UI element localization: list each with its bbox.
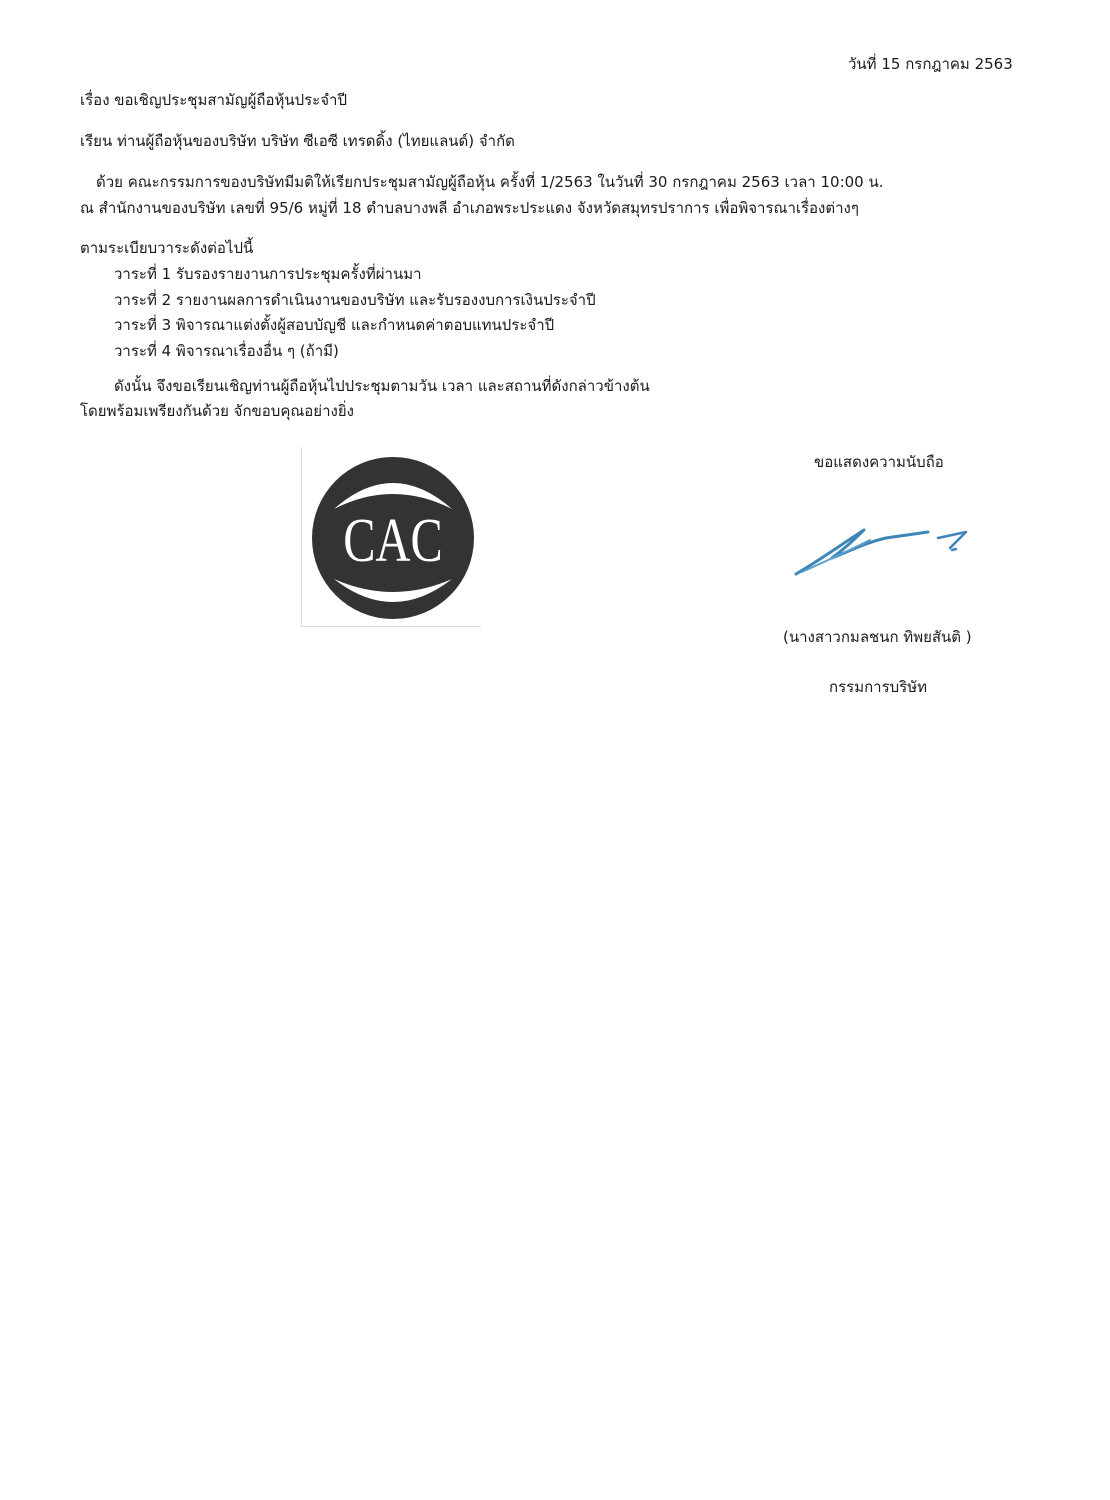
agenda-item-3: วาระที่ 3 พิจารณาแต่งตั้งผู้สอบบัญชี และกำหนดค่าตอบแทนประจำปี [114, 316, 555, 334]
signer-name: (นางสาวกมลชนก ทิพยสันติ ) [783, 628, 972, 646]
closing-line-1: ดังนั้น จึงขอเรียนเชิญท่านผู้ถือหุ้นไปประชุมตามวัน เวลา และสถานที่ดังกล่าวข้างต้น [114, 377, 650, 395]
body-line-1: ด้วย คณะกรรมการของบริษัทมีมติให้เรียกประชุมสามัญผู้ถือหุ้น ครั้งที่ 1/2563 ในวันที่ 30 กรกฎาคม 2563 เวลา 10:00 น. [96, 173, 884, 191]
letter-salutation: เรียน ท่านผู้ถือหุ้นของบริษัท บริษัท ซีเอซี เทรดดิ้ง (ไทยแลนด์) จำกัด [80, 132, 515, 150]
regards-text: ขอแสดงความนับถือ [814, 453, 944, 471]
logo-text: CAC [343, 506, 443, 576]
cac-seal-logo-icon [310, 457, 476, 619]
agenda-item-2: วาระที่ 2 รายงานผลการดำเนินงานของบริษัท และรับรองงบการเงินประจำปี [114, 290, 596, 309]
agenda-heading: ตามระเบียบวาระดังต่อไปนี้ [80, 239, 254, 257]
signer-title: กรรมการบริษัท [829, 678, 927, 696]
letter-date: วันที่ 15 กรกฎาคม 2563 [848, 55, 1013, 73]
agenda-item-1: วาระที่ 1 รับรองรายงานการประชุมครั้งที่ผ่านมา [114, 265, 422, 283]
closing-line-2: โดยพร้อมเพรียงกันด้วย จักขอบคุณอย่างยิ่ง [80, 402, 354, 420]
agenda-list [114, 264, 596, 366]
agenda-item-4: วาระที่ 4 พิจารณาเรื่องอื่น ๆ (ถ้ามี) [114, 341, 339, 360]
letter-subject: เรื่อง ขอเชิญประชุมสามัญผู้ถือหุ้นประจำปี [80, 91, 347, 109]
company-logo-frame [301, 447, 481, 627]
body-line-2: ณ สำนักงานของบริษัท เลขที่ 95/6 หมู่ที่ 18 ตำบลบางพลี อำเภอพระประแดง จังหวัดสมุทรปราการ เพื่อพิจารณาเรื่องต่างๆ [80, 199, 859, 217]
handwritten-signature-icon [790, 522, 980, 582]
